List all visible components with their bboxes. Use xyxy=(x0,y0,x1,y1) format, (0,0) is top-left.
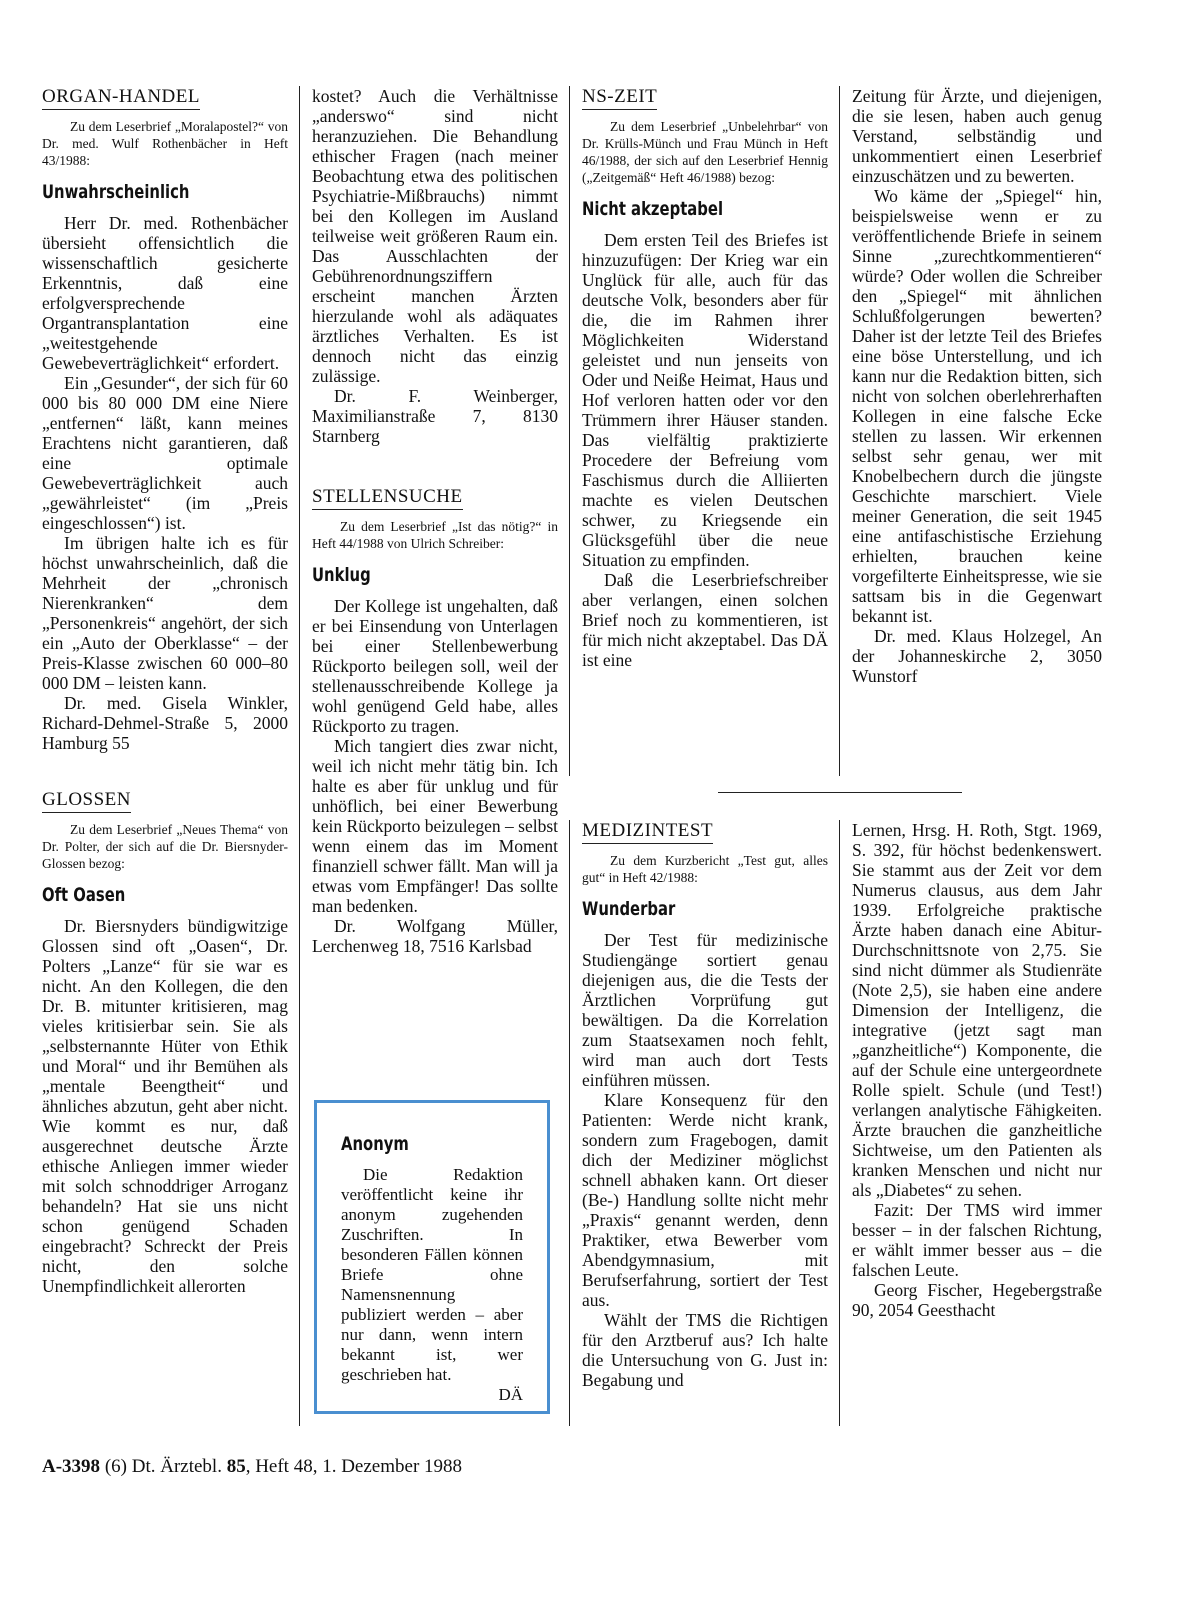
page-number: A-3398 xyxy=(42,1456,101,1477)
rubric-glossen: GLOSSEN xyxy=(42,789,131,813)
signature: Georg Fischer, Hegebergstraße 90, 2054 Geesthacht xyxy=(852,1280,1102,1320)
signature: Dr. med. Gisela Winkler, Richard-Dehmel-Straße 5, 2000 Hamburg 55 xyxy=(42,693,288,753)
paragraph: Der Test für medizinische Studiengänge sortiert genau diejenigen aus, die die Tests der Ärztlichen Vorprüfung gut bewältigen. Da die Korrelation zum Staatsexamen noch fehlt, wird man auch dort Tests einführen müssen. xyxy=(582,930,828,1090)
letter-headline: Wunderbar xyxy=(582,898,676,920)
signature: Dr. F. Weinberger, Maximilianstraße 7, 8130 Starnberg xyxy=(312,386,558,446)
paragraph: Herr Dr. med. Rothenbächer übersieht offensichtlich die wissenschaftlich gesicherte Erkenntnis, daß eine erfolgversprechende Organtransplantation eine „weitestgehende Gewebeverträglichkeit“ erfordert. xyxy=(42,213,288,373)
paragraph: Zeitung für Ärzte, und diejenigen, die sie lesen, haben auch genug Verstand, selbständig und unkommentiert einen Leserbrief einzuschätzen und zu bewerten. xyxy=(852,86,1102,186)
notice-headline: Anonym xyxy=(341,1133,409,1155)
signature: Dr. med. Klaus Holzegel, An der Johanneskirche 2, 3050 Wunstorf xyxy=(852,626,1102,686)
column-3-lower xyxy=(582,820,828,1390)
footer-issue: , Heft 48, 1. Dezember 1988 xyxy=(245,1456,463,1477)
paragraph: Lernen, Hrsg. H. Roth, Stgt. 1969, S. 392, für höchst bedenkenswert. Sie stammt aus der Zeit vor dem Numerus clausus, aus dem Jahr 1939. Erfolgreiche praktische Ärzte haben danach eine Abitur-Durchschnittsnote von 2,75. Sie sind nicht dümmer als Studienräte (Note 2,5), sie haben eine andere Dimension der Intelligenz, die integrative (jetzt sagt man „ganzheitliche“) Komponente, die auf der Schule eine untergeordnete Rolle spielt. Schule (und Test!) verlangen analytische Fähigkeiten. Ärzte brauchen die ganzheitliche Sichtweise, um den Patienten als kranken Menschen und nicht nur als „Diabetes“ zu sehen. xyxy=(852,820,1102,1200)
letter-body xyxy=(42,916,288,1296)
column-4-lower xyxy=(852,820,1102,1320)
rubric-stellensuche: STELLENSUCHE xyxy=(312,486,463,510)
letter-headline: Unklug xyxy=(312,564,371,586)
column-1 xyxy=(42,86,288,1296)
letter-body xyxy=(582,930,828,1390)
reference-note: Zu dem Leserbrief „Ist das nötig?“ in Heft 44/1988 von Ulrich Schreiber: xyxy=(312,519,558,551)
paragraph: Daß die Leserbriefschreiber aber verlangen, einen solchen Brief noch zu kommentieren, ist für mich nicht akzeptabel. Das DÄ ist eine xyxy=(582,570,828,670)
column-rule xyxy=(299,86,300,1426)
paragraph: Der Kollege ist ungehalten, daß er bei Einsendung von Unterlagen bei einer Stellenbewerbung Rückporto beilegen soll, weil der stellenausschreibende Kollege ja wohl genügend Geld habe, alles Rückporto zu tragen. xyxy=(312,596,558,736)
rubric-ns-zeit: NS-ZEIT xyxy=(582,86,657,110)
paragraph: Mich tangiert dies zwar nicht, weil ich nicht mehr tätig bin. Ich halte es aber für unklug und für unhöflich, bei einer Bewerbung kein Rückporto beizulegen – selbst wenn einem das im Moment finanziell schwer fällt. Man will ja etwas vom Empfänger! Das sollte man bedenken. xyxy=(312,736,558,916)
rubric-organ-handel: ORGAN-HANDEL xyxy=(42,86,200,110)
paragraph: Ein „Gesunder“, der sich für 60 000 bis 80 000 DM eine Niere „entfernen“ läßt, kann meines Erachtens nicht garantieren, daß eine optimale Gewebeverträglichkeit auch „gewährleistet“ (im „Preis eingeschlossen“) ist. xyxy=(42,373,288,533)
anonym-notice-box xyxy=(314,1100,550,1414)
column-3 xyxy=(582,86,828,670)
letter-headline: Unwahrscheinlich xyxy=(42,181,190,203)
reference-note: Zu dem Leserbrief „Neues Thema“ von Dr. Polter, der sich auf die Dr. Biersnyder-Glossen bezog: xyxy=(42,822,288,871)
notice-signature: DÄ xyxy=(498,1385,523,1404)
letter-body-continued xyxy=(312,86,558,446)
letter-body xyxy=(312,596,558,956)
footer-journal: (6) Dt. Ärztebl. xyxy=(104,1456,222,1477)
column-rule xyxy=(839,86,840,776)
footer-volume: 85 xyxy=(226,1456,246,1477)
section-rule xyxy=(718,792,962,793)
paragraph: Im übrigen halte ich es für höchst unwahrscheinlich, daß die Mehrheit der „chronisch Nierenkranken“ dem „Personenkreis“ angehört, der sich ein „Auto der Oberklasse“ – der Preis-Klasse zwischen 60 000–80 000 DM – leisten kann. xyxy=(42,533,288,693)
paragraph: Dr. Biersnyders bündigwitzige Glossen sind oft „Oasen“, Dr. Polters „Lanze“ für sie war es nicht. An den Kollegen, die den Dr. B. mitunter kritisieren, mag vieles kritisierbar sein. Sie als „selbsternannte Hüter von Ethik und Moral“ und ihr Bemühen als „mentale Beengtheit“ und ähnliches abzutun, geht aber nicht. Wie kommt es nur, daß ausgerechnet deutsche Ärzte ethische Anliegen immer wieder mit solch schnoddriger Arroganz behandeln? Hat sie uns nicht schon genügend Schaden eingebracht? Schreckt der Preis nicht, den solche Unempfindlichkeit allerorten xyxy=(42,916,288,1296)
letter-body xyxy=(582,230,828,670)
letter-body xyxy=(42,213,288,753)
letter-body-continued xyxy=(852,820,1102,1320)
letter-headline: Oft Oasen xyxy=(42,884,126,906)
paragraph: Wählt der TMS die Richtigen für den Arztberuf aus? Ich halte die Untersuchung von G. Just in: Begabung und xyxy=(582,1310,828,1390)
paragraph: kostet? Auch die Verhältnisse „anderswo“ sind nicht heranzuziehen. Die Behandlung ethischer Fragen (nach meiner Beobachtung etwa des politischen Psychiatrie-Mißbrauchs) nimmt bei den Kollegen im Ausland teilweise weit größeren Raum ein. Das Ausschlachten der Gebührenordnungsziffern erscheint manchen Ärzten hierzulande wohl als adäquates ärztliches Verhalten. Es ist dennoch nicht das einzig zulässige. xyxy=(312,86,558,386)
column-2 xyxy=(312,86,558,956)
letter-body-continued xyxy=(852,86,1102,686)
reference-note: Zu dem Leserbrief „Unbelehrbar“ von Dr. Krülls-Münch und Frau Münch in Heft 46/1988, der sich auf den Leserbrief Hennig („Zeitgemäß“ Heft 46/1988) bezog: xyxy=(582,119,828,185)
letter-headline: Nicht akzeptabel xyxy=(582,198,724,220)
signature: Dr. Wolfgang Müller, Lerchenweg 18, 7516 Karlsbad xyxy=(312,916,558,956)
column-rule xyxy=(839,820,840,1426)
notice-text: Die Redaktion veröffentlicht keine ihr anonym zugehenden Zuschriften. In besonderen Fällen können Briefe ohne Namensnennung publiziert werden – aber nur dann, wenn intern bekannt ist, wer geschrieben hat. xyxy=(341,1165,523,1384)
reference-note: Zu dem Leserbrief „Moralapostel?“ von Dr. med. Wulf Rothenbächer in Heft 43/1988: xyxy=(42,119,288,168)
paragraph: Klare Konsequenz für den Patienten: Werde nicht krank, sondern zum Fragebogen, damit dich der Mediziner möglichst schnell abhaken kann. Ort dieser (Be-) Handlung sollte nicht mehr „Praxis“ genannt werden, denn Praktiker, etwa Bewerber vom Abendgymnasium, mit Berufserfahrung, sortiert der Test aus. xyxy=(582,1090,828,1310)
rubric-medizintest: MEDIZINTEST xyxy=(582,820,713,844)
page-footer xyxy=(42,1456,462,1478)
reference-note: Zu dem Kurzbericht „Test gut, alles gut“ in Heft 42/1988: xyxy=(582,853,828,885)
paragraph: Wo käme der „Spiegel“ hin, beispielsweise wenn er zu veröffentlichende Briefe in seinem Sinne „zurechtkommentieren“ würde? Oder wollen die Schreiber den „Spiegel“ mit ähnlichen Schlußfolgerungen bewerten? Daher ist der letzte Teil des Briefes eine böse Unterstellung, und ich kann nur die Redaktion bitten, sich nicht von solchen oberlehrerhaften Kollegen in eine falsche Ecke stellen zu lassen. Wir erkennen selbst sehr genau, wer mit Knobelbechern durch die jüngste Geschichte marschiert. Viele meiner Generation, die seit 1945 eine antifaschistische Erziehung erhielten, brauchen keine vorgefilterte Einheitspresse, wie sie sattsam bis in die Gegenwart bekannt ist. xyxy=(852,186,1102,626)
column-rule xyxy=(569,820,570,1426)
column-4 xyxy=(852,86,1102,686)
paragraph: Dem ersten Teil des Briefes ist hinzuzufügen: Der Krieg war ein Unglück für alle, auch für das deutsche Volk, besonders aber für die, die im Rahmen ihrer Möglichkeiten Widerstand geleistet und nun jenseits von Oder und Neiße Heimat, Haus und Hof verloren hatten oder vor den Trümmern ihrer Häuser standen. Das vielfältig praktizierte Procedere der Befreiung vom Faschismus durch die Alliierten machte es vielen Deutschen schwer, zu Kriegsende ein Glücksgefühl über die neue Situation zu empfinden. xyxy=(582,230,828,570)
paragraph: Fazit: Der TMS wird immer besser – in der falschen Richtung, er wählt immer besser aus – die falschen Leute. xyxy=(852,1200,1102,1280)
column-rule xyxy=(569,86,570,776)
